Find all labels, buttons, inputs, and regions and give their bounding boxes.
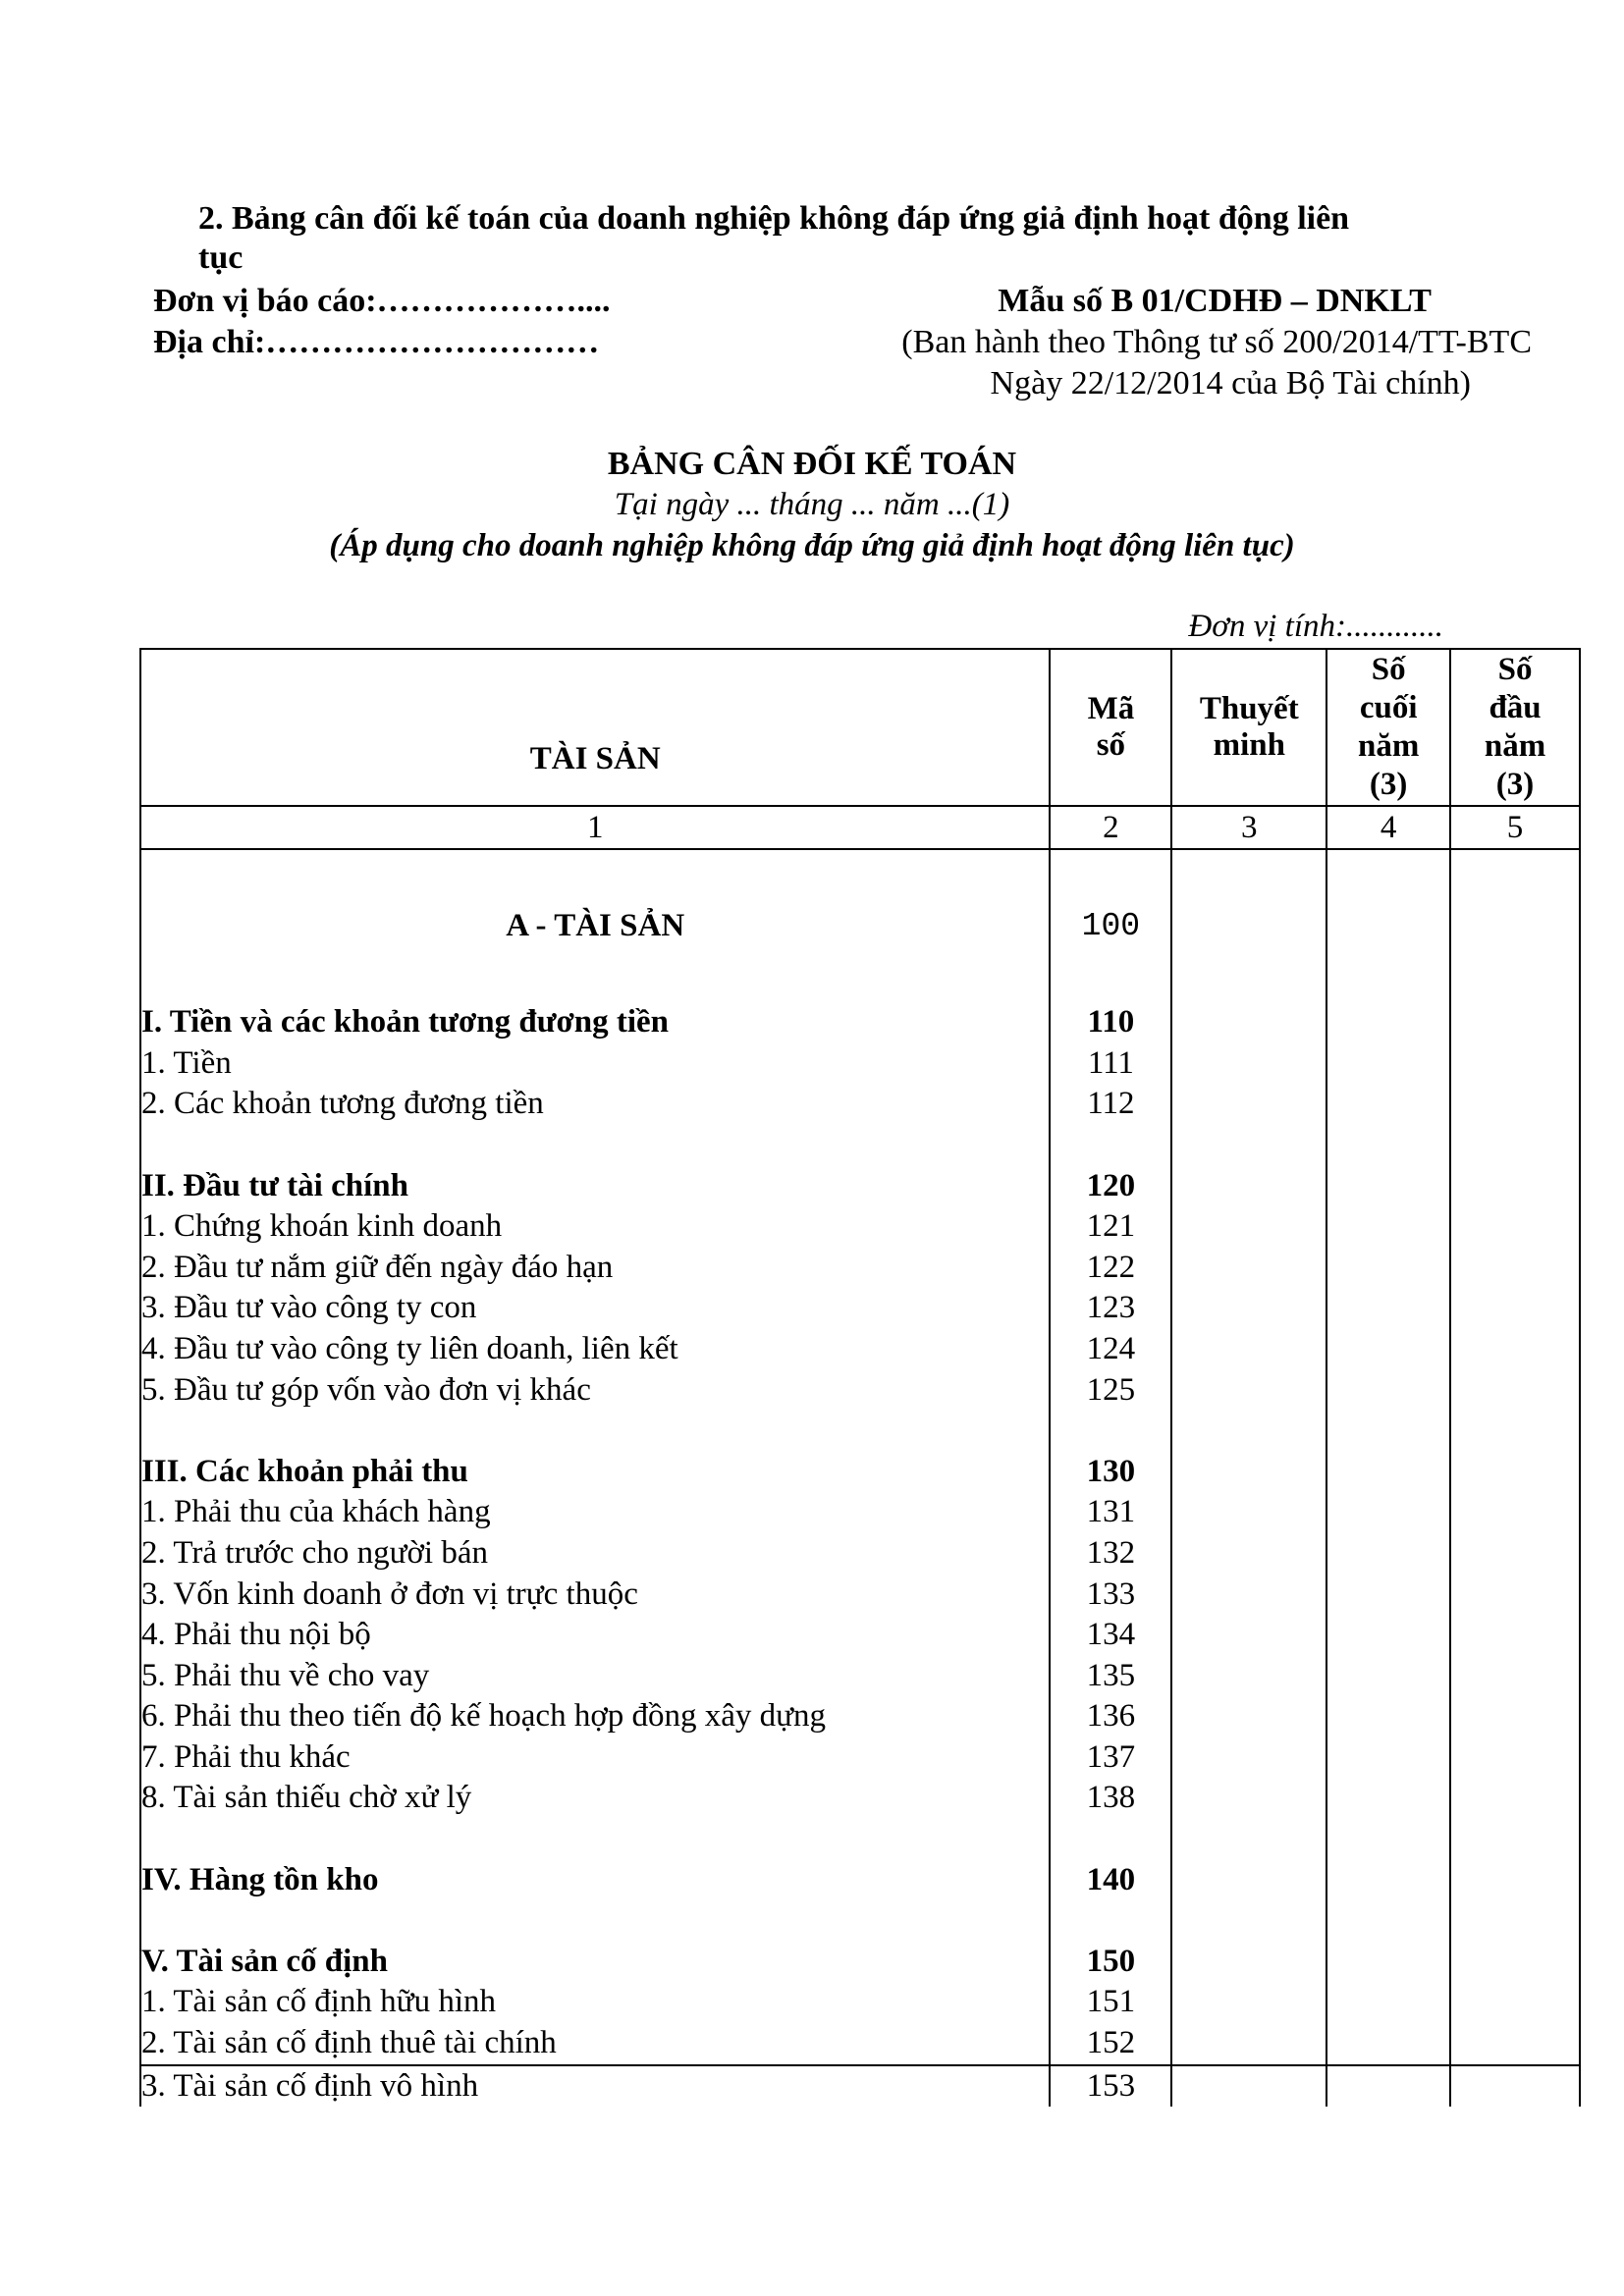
header-end-l1: Số <box>1371 652 1406 687</box>
begin-year-cell <box>1450 1900 1580 1942</box>
item-code <box>1050 962 1171 1003</box>
table-row <box>140 1575 1580 1616</box>
end-year-cell <box>1326 1575 1450 1616</box>
item-name: II. Đầu tư tài chính <box>140 1166 1050 1207</box>
begin-year-cell <box>1450 1370 1580 1412</box>
notes-cell <box>1171 1737 1326 1779</box>
notes-cell <box>1171 1125 1326 1166</box>
section-heading-line2: tục <box>198 240 244 276</box>
begin-year-cell <box>1450 1696 1580 1737</box>
header-end-l4: (3) <box>1369 767 1408 802</box>
item-code <box>1050 1411 1171 1452</box>
item-code: 152 <box>1050 2023 1171 2065</box>
end-year-cell <box>1326 1900 1450 1942</box>
grand-total-row <box>140 891 1580 962</box>
notes-cell <box>1171 1778 1326 1819</box>
section-row <box>140 1942 1580 1983</box>
table-row <box>140 1492 1580 1533</box>
notes-cell <box>1171 1206 1326 1248</box>
begin-year-cell <box>1450 1002 1580 1043</box>
notes-cell <box>1171 849 1326 891</box>
end-year-cell <box>1326 1492 1450 1533</box>
spacer-row <box>140 1411 1580 1452</box>
form-number: Mẫu số B 01/CDHĐ – DNKLT <box>998 283 1432 319</box>
item-code: 122 <box>1050 1248 1171 1289</box>
table-row <box>140 1615 1580 1656</box>
end-year-cell <box>1326 1942 1450 1983</box>
item-code: 120 <box>1050 1166 1171 1207</box>
report-scope-line: (Áp dụng cho doanh nghiệp không đáp ứng giả định hoạt động liên tục) <box>329 528 1295 563</box>
item-name: 3. Tài sản cố định vô hình <box>140 2065 1050 2108</box>
header-beginning-of-year <box>1450 649 1580 806</box>
notes-cell <box>1171 2023 1326 2065</box>
table-row <box>140 1043 1580 1085</box>
header-notes-l1: Thuyết <box>1199 691 1299 726</box>
header-code-l2: số <box>1096 727 1126 763</box>
spacer-row <box>140 1819 1580 1860</box>
item-code: 135 <box>1050 1656 1171 1697</box>
table-row <box>140 1370 1580 1412</box>
table-row <box>140 1696 1580 1737</box>
begin-year-cell <box>1450 1166 1580 1207</box>
notes-cell <box>1171 1615 1326 1656</box>
end-year-cell <box>1326 1656 1450 1697</box>
item-code: 150 <box>1050 1942 1171 1983</box>
header-begin-l2: đầu <box>1489 690 1542 725</box>
header-assets-text: TÀI SẢN <box>529 741 661 776</box>
section-row <box>140 1002 1580 1043</box>
section-row <box>140 1166 1580 1207</box>
header-assets <box>140 649 1050 806</box>
item-code: 111 <box>1050 1043 1171 1085</box>
item-name: 2. Tài sản cố định thuê tài chính <box>140 2023 1050 2065</box>
item-name <box>140 849 1050 891</box>
end-year-cell <box>1326 1615 1450 1656</box>
end-year-cell <box>1326 1452 1450 1493</box>
item-name <box>140 962 1050 1003</box>
item-code: 100 <box>1050 891 1171 962</box>
end-year-cell <box>1326 849 1450 891</box>
begin-year-cell <box>1450 1615 1580 1656</box>
notes-cell <box>1171 1900 1326 1942</box>
item-name: 1. Chứng khoán kinh doanh <box>140 1206 1050 1248</box>
spacer-row <box>140 849 1580 891</box>
end-year-cell <box>1326 891 1450 962</box>
begin-year-cell <box>1450 1942 1580 1983</box>
item-name: 3. Đầu tư vào công ty con <box>140 1288 1050 1329</box>
reporting-unit-label: Đơn vị báo cáo:……………….... <box>153 283 611 319</box>
notes-cell <box>1171 1696 1326 1737</box>
notes-cell <box>1171 1370 1326 1412</box>
item-code: 124 <box>1050 1329 1171 1370</box>
table-row <box>140 1982 1580 2023</box>
item-name: 1. Tài sản cố định hữu hình <box>140 1982 1050 2023</box>
item-name: 1. Phải thu của khách hàng <box>140 1492 1050 1533</box>
item-name <box>140 1900 1050 1942</box>
address-label: Địa chỉ:………………………… <box>153 324 600 360</box>
notes-cell <box>1171 1288 1326 1329</box>
end-year-cell <box>1326 1329 1450 1370</box>
column-number: 1 <box>140 806 1050 849</box>
item-code: 131 <box>1050 1492 1171 1533</box>
notes-cell <box>1171 1002 1326 1043</box>
item-code: 140 <box>1050 1860 1171 1901</box>
spacer-row <box>140 1125 1580 1166</box>
table-row <box>140 1329 1580 1370</box>
end-year-cell <box>1326 1737 1450 1779</box>
begin-year-cell <box>1450 1656 1580 1697</box>
begin-year-cell <box>1450 1329 1580 1370</box>
item-name <box>140 1125 1050 1166</box>
item-code: 132 <box>1050 1533 1171 1575</box>
notes-cell <box>1171 1942 1326 1983</box>
item-code: 125 <box>1050 1370 1171 1412</box>
item-name: 2. Các khoản tương đương tiền <box>140 1084 1050 1125</box>
end-year-cell <box>1326 2065 1450 2108</box>
item-name <box>140 1411 1050 1452</box>
item-name: 3. Vốn kinh doanh ở đơn vị trực thuộc <box>140 1575 1050 1616</box>
end-year-cell <box>1326 962 1450 1003</box>
item-name: 5. Phải thu về cho vay <box>140 1656 1050 1697</box>
item-code: 121 <box>1050 1206 1171 1248</box>
item-code <box>1050 1819 1171 1860</box>
header-end-l3: năm <box>1357 728 1420 764</box>
end-year-cell <box>1326 1819 1450 1860</box>
begin-year-cell <box>1450 2065 1580 2108</box>
header-end-of-year <box>1326 649 1450 806</box>
column-number-row <box>140 806 1580 849</box>
notes-cell <box>1171 1084 1326 1125</box>
item-name: 6. Phải thu theo tiến độ kế hoạch hợp đồng xây dựng <box>140 1696 1050 1737</box>
item-name <box>140 1819 1050 1860</box>
begin-year-cell <box>1450 1452 1580 1493</box>
table-row <box>140 1248 1580 1289</box>
begin-year-cell <box>1450 1575 1580 1616</box>
header-begin-l3: năm <box>1484 728 1546 764</box>
notes-cell <box>1171 2065 1326 2108</box>
begin-year-cell <box>1450 1778 1580 1819</box>
spacer-row <box>140 962 1580 1003</box>
end-year-cell <box>1326 1982 1450 2023</box>
begin-year-cell <box>1450 1206 1580 1248</box>
header-notes <box>1171 649 1326 806</box>
begin-year-cell <box>1450 1492 1580 1533</box>
notes-cell <box>1171 1819 1326 1860</box>
notes-cell <box>1171 1248 1326 1289</box>
table-row <box>140 1778 1580 1819</box>
item-code: 123 <box>1050 1288 1171 1329</box>
end-year-cell <box>1326 1043 1450 1085</box>
notes-cell <box>1171 1860 1326 1901</box>
item-name: III. Các khoản phải thu <box>140 1452 1050 1493</box>
column-number: 3 <box>1171 806 1326 849</box>
end-year-cell <box>1326 1860 1450 1901</box>
begin-year-cell <box>1450 1043 1580 1085</box>
notes-cell <box>1171 1575 1326 1616</box>
begin-year-cell <box>1450 1084 1580 1125</box>
begin-year-cell <box>1450 849 1580 891</box>
issued-by-line1: (Ban hành theo Thông tư số 200/2014/TT-BTC <box>901 324 1532 360</box>
table-row <box>140 1084 1580 1125</box>
column-number: 5 <box>1450 806 1580 849</box>
table-row <box>140 1656 1580 1697</box>
item-name: V. Tài sản cố định <box>140 1942 1050 1983</box>
begin-year-cell <box>1450 1533 1580 1575</box>
item-code: 138 <box>1050 1778 1171 1819</box>
notes-cell <box>1171 1533 1326 1575</box>
end-year-cell <box>1326 1288 1450 1329</box>
begin-year-cell <box>1450 1411 1580 1452</box>
item-name: 4. Phải thu nội bộ <box>140 1615 1050 1656</box>
header-code-l1: Mã <box>1087 691 1135 726</box>
column-number: 2 <box>1050 806 1171 849</box>
issued-by-line2: Ngày 22/12/2014 của Bộ Tài chính) <box>990 365 1471 401</box>
item-name: 5. Đầu tư góp vốn vào đơn vị khác <box>140 1370 1050 1412</box>
balance-sheet-table <box>139 648 1581 2107</box>
item-code: 134 <box>1050 1615 1171 1656</box>
section-heading-line1: 2. Bảng cân đối kế toán của doanh nghiệp không đáp ứng giả định hoạt động liên <box>198 200 1350 237</box>
begin-year-cell <box>1450 1860 1580 1901</box>
end-year-cell <box>1326 1411 1450 1452</box>
item-code <box>1050 1125 1171 1166</box>
notes-cell <box>1171 1329 1326 1370</box>
section-row <box>140 1452 1580 1493</box>
header-begin-l4: (3) <box>1495 767 1535 802</box>
begin-year-cell <box>1450 1125 1580 1166</box>
header-code <box>1050 649 1171 806</box>
end-year-cell <box>1326 1084 1450 1125</box>
section-row <box>140 1860 1580 1901</box>
item-code: 151 <box>1050 1982 1171 2023</box>
item-code: 153 <box>1050 2065 1171 2108</box>
notes-cell <box>1171 891 1326 962</box>
item-name: 7. Phải thu khác <box>140 1737 1050 1779</box>
report-date-line: Tại ngày ... tháng ... năm ...(1) <box>614 487 1010 522</box>
table-row <box>140 2065 1580 2108</box>
end-year-cell <box>1326 1248 1450 1289</box>
begin-year-cell <box>1450 1819 1580 1860</box>
end-year-cell <box>1326 1696 1450 1737</box>
begin-year-cell <box>1450 1288 1580 1329</box>
header-end-l2: cuối <box>1359 690 1418 725</box>
begin-year-cell <box>1450 1737 1580 1779</box>
end-year-cell <box>1326 1206 1450 1248</box>
notes-cell <box>1171 1656 1326 1697</box>
item-code: 110 <box>1050 1002 1171 1043</box>
notes-cell <box>1171 1492 1326 1533</box>
report-title: BẢNG CÂN ĐỐI KẾ TOÁN <box>607 446 1017 482</box>
begin-year-cell <box>1450 962 1580 1003</box>
end-year-cell <box>1326 1778 1450 1819</box>
end-year-cell <box>1326 1166 1450 1207</box>
item-name: IV. Hàng tồn kho <box>140 1860 1050 1901</box>
item-code: 133 <box>1050 1575 1171 1616</box>
item-code: 136 <box>1050 1696 1171 1737</box>
item-code <box>1050 849 1171 891</box>
table-row <box>140 1288 1580 1329</box>
currency-unit: Đơn vị tính:............ <box>1188 609 1443 644</box>
end-year-cell <box>1326 1002 1450 1043</box>
notes-cell <box>1171 1982 1326 2023</box>
table-row <box>140 1206 1580 1248</box>
header-row <box>140 649 1580 806</box>
table-row <box>140 1533 1580 1575</box>
column-number: 4 <box>1326 806 1450 849</box>
notes-cell <box>1171 1452 1326 1493</box>
item-name: 2. Trả trước cho người bán <box>140 1533 1050 1575</box>
item-code <box>1050 1900 1171 1942</box>
item-name: 2. Đầu tư nắm giữ đến ngày đáo hạn <box>140 1248 1050 1289</box>
item-name: A - TÀI SẢN <box>140 891 1050 962</box>
notes-cell <box>1171 962 1326 1003</box>
begin-year-cell <box>1450 891 1580 962</box>
item-code: 137 <box>1050 1737 1171 1779</box>
end-year-cell <box>1326 1370 1450 1412</box>
header-begin-l1: Số <box>1497 652 1533 687</box>
spacer-row <box>140 1900 1580 1942</box>
begin-year-cell <box>1450 2023 1580 2065</box>
end-year-cell <box>1326 2023 1450 2065</box>
table-row <box>140 2023 1580 2065</box>
end-year-cell <box>1326 1533 1450 1575</box>
notes-cell <box>1171 1166 1326 1207</box>
item-name: 1. Tiền <box>140 1043 1050 1085</box>
item-name: 8. Tài sản thiếu chờ xử lý <box>140 1778 1050 1819</box>
notes-cell <box>1171 1043 1326 1085</box>
item-name: 4. Đầu tư vào công ty liên doanh, liên kết <box>140 1329 1050 1370</box>
notes-cell <box>1171 1411 1326 1452</box>
begin-year-cell <box>1450 1248 1580 1289</box>
table-row <box>140 1737 1580 1779</box>
item-code: 130 <box>1050 1452 1171 1493</box>
item-name: I. Tiền và các khoản tương đương tiền <box>140 1002 1050 1043</box>
end-year-cell <box>1326 1125 1450 1166</box>
begin-year-cell <box>1450 1982 1580 2023</box>
header-notes-l2: minh <box>1213 727 1285 763</box>
item-code: 112 <box>1050 1084 1171 1125</box>
